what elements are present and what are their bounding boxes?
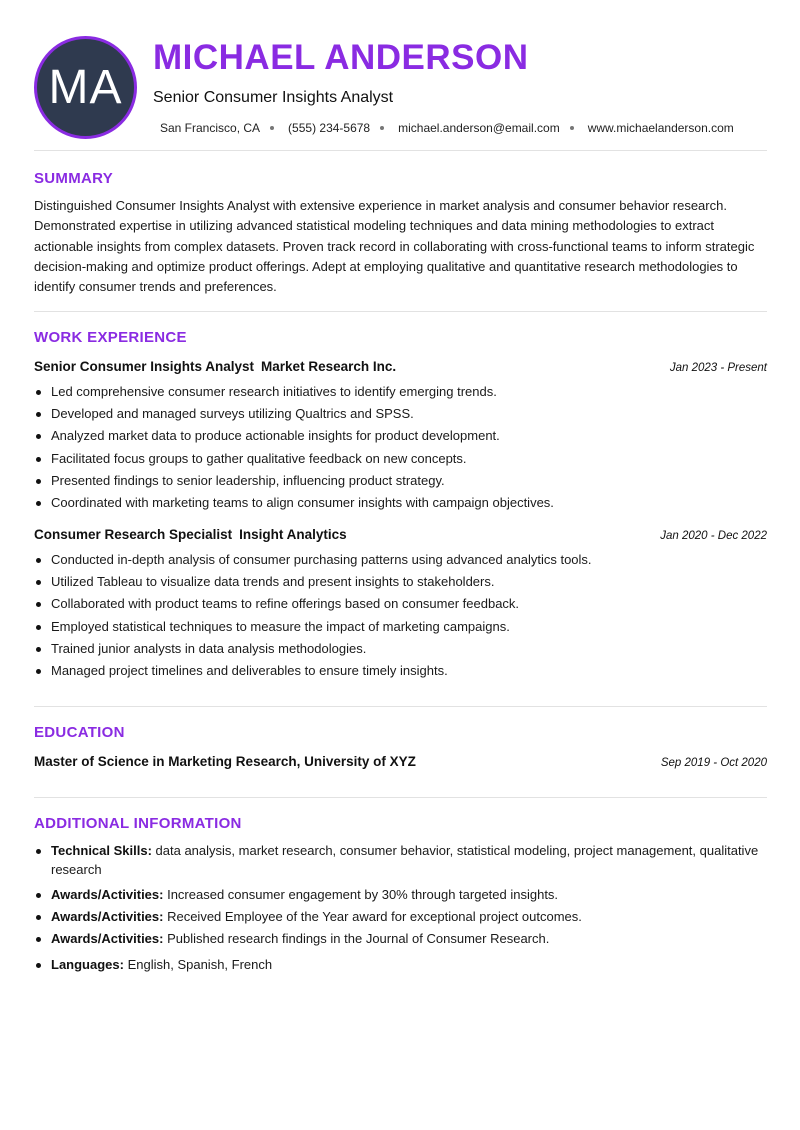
education-degree: Master of Science in Marketing Research, University of XYZ	[34, 754, 416, 769]
job-title	[34, 527, 347, 542]
info-text: Published research findings in the Journal of Consumer Research.	[163, 931, 550, 946]
list-item	[34, 842, 767, 879]
list-item: Collaborated with product teams to refine offerings based on consumer feedback.	[34, 593, 767, 615]
avatar-initials: MA	[48, 61, 123, 114]
job-title	[34, 359, 396, 374]
contact-phone: (555) 234-5678	[288, 121, 371, 135]
candidate-name: MICHAEL ANDERSON	[153, 38, 529, 77]
list-item: Managed project timelines and deliverables to ensure timely insights.	[34, 660, 767, 682]
info-text: Increased consumer engagement by 30% through targeted insights.	[163, 887, 559, 902]
info-label: Awards/Activities:	[51, 887, 164, 902]
divider	[34, 706, 767, 707]
list-item	[34, 886, 767, 905]
list-item	[34, 908, 767, 927]
list-item	[34, 930, 767, 949]
separator-dot	[570, 126, 574, 130]
education-heading: EDUCATION	[34, 724, 125, 741]
info-label: Languages:	[51, 956, 124, 972]
separator-dot	[270, 126, 274, 130]
job-company: Insight Analytics	[239, 527, 347, 542]
job-role: Consumer Research Specialist	[34, 527, 233, 542]
education-entry	[34, 754, 767, 769]
list-item: Facilitated focus groups to gather qualitative feedback on new concepts.	[34, 448, 767, 470]
job-header	[34, 527, 767, 542]
contact-location: San Francisco, CA	[160, 121, 261, 135]
avatar	[34, 36, 137, 139]
job-role: Senior Consumer Insights Analyst	[34, 359, 255, 374]
additional-list	[34, 842, 767, 974]
list-item: Trained junior analysts in data analysis methodologies.	[34, 638, 767, 660]
list-item: Conducted in-depth analysis of consumer purchasing patterns using advanced analytics tools.	[34, 549, 767, 571]
job-header	[34, 359, 767, 374]
list-item: Utilized Tableau to visualize data trends and present insights to stakeholders.	[34, 571, 767, 593]
list-item: Analyzed market data to produce actionable insights for product development.	[34, 425, 767, 447]
info-text: English, Spanish, French	[123, 956, 273, 972]
divider	[34, 311, 767, 312]
experience-heading: WORK EXPERIENCE	[34, 329, 187, 346]
summary-heading: SUMMARY	[34, 170, 114, 187]
divider	[34, 150, 767, 151]
info-label: Awards/Activities:	[51, 909, 164, 924]
contact-email[interactable]: michael.anderson@email.com	[398, 121, 560, 135]
info-text: Received Employee of the Year award for exceptional project outcomes.	[163, 909, 582, 924]
list-item	[34, 956, 767, 975]
job-dates: Jan 2020 - Dec 2022	[660, 530, 767, 542]
summary-text: Distinguished Consumer Insights Analyst with extensive experience in market analysis and consumer behavior research. Demonstrated expertise in utilizing advanced statistical modeling techniques and data mining methodologies to extract actionable insights from complex datasets. Proven track record in collaborating with cross-functional teams to inform strategic decision-making and optimize product offerings. Adept at employing qualitative and quantitative research methodologies to identify consumer trends and preferences.	[34, 198, 755, 295]
contact-line	[160, 121, 734, 135]
list-item: Coordinated with marketing teams to align consumer insights with campaign objectives.	[34, 492, 767, 514]
info-text: data analysis, market research, consumer behavior, statistical modeling, project management, qualitative research	[51, 843, 759, 877]
separator-dot	[380, 126, 384, 130]
list-item: Led comprehensive consumer research initiatives to identify emerging trends.	[34, 381, 767, 403]
job-bullets	[34, 381, 767, 514]
list-item: Presented findings to senior leadership, influencing product strategy.	[34, 470, 767, 492]
additional-heading: ADDITIONAL INFORMATION	[34, 815, 242, 832]
job-dates: Jan 2023 - Present	[669, 362, 767, 374]
list-item: Employed statistical techniques to measure the impact of marketing campaigns.	[34, 616, 767, 638]
education-dates: Sep 2019 - Oct 2020	[660, 757, 767, 769]
info-label: Awards/Activities:	[51, 931, 164, 946]
list-item: Developed and managed surveys utilizing Qualtrics and SPSS.	[34, 403, 767, 425]
contact-website[interactable]: www.michaelanderson.com	[587, 121, 734, 135]
candidate-title: Senior Consumer Insights Analyst	[153, 89, 394, 106]
job-bullets	[34, 549, 767, 682]
job-company: Market Research Inc.	[261, 359, 397, 374]
divider	[34, 797, 767, 798]
info-label: Technical Skills:	[51, 843, 152, 858]
